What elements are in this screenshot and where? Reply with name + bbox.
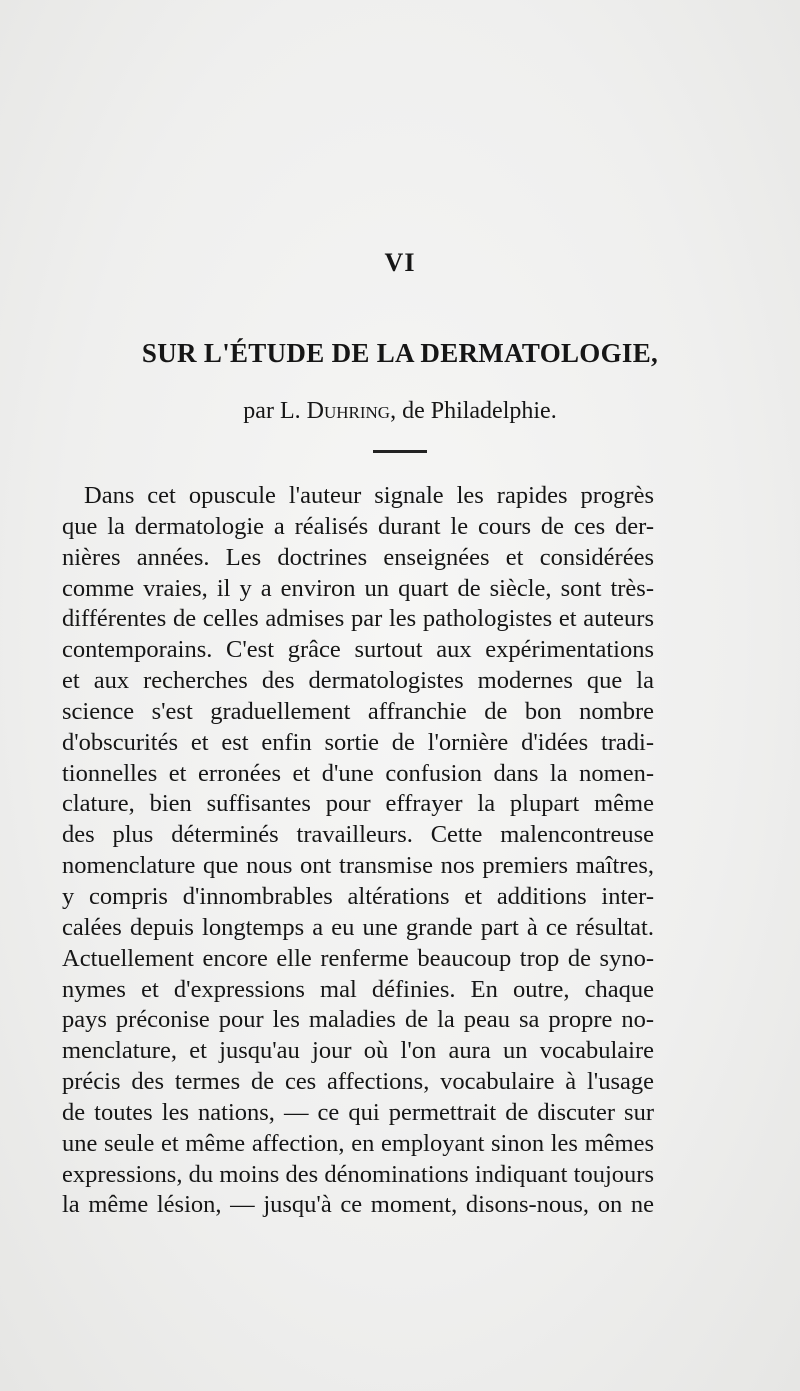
body-line: expressions, du moins des dénominations indiquant toujours (62, 1160, 654, 1188)
body-line: la même lésion, — jusqu'à ce moment, disons-nous, on ne (62, 1191, 654, 1219)
body-line: Actuellement encore elle renferme beaucoup trop de syno- (62, 944, 654, 972)
body-line: Dans cet opuscule l'auteur signale les rapides progrès (84, 482, 654, 509)
body-line: contemporains. C'est grâce surtout aux expérimentations (62, 636, 654, 664)
body-line: différentes de celles admises par les pathologistes et auteurs (62, 605, 654, 633)
body-line: nières années. Les doctrines enseignées et considérées (62, 543, 654, 571)
body-line: science s'est graduellement affranchie de bon nombre (62, 697, 654, 725)
body-paragraph (62, 481, 654, 1221)
body-line: des plus déterminés travailleurs. Cette malencontreuse (62, 821, 654, 849)
body-line: comme vraies, il y a environ un quart de siècle, sont très- (62, 574, 654, 602)
body-line: clature, bien suffisantes pour effrayer la plupart même (62, 790, 654, 818)
byline-prefix: par L. (243, 398, 307, 424)
title-separator-rule (373, 450, 427, 453)
body-line: nomenclature que nous ont transmise nos premiers maîtres, (62, 852, 654, 880)
body-line: nymes et d'expressions mal définies. En outre, chaque (62, 975, 654, 1003)
byline-author: Duhring (306, 398, 391, 424)
body-line: y compris d'innombrables altérations et additions inter- (62, 882, 654, 910)
body-line: une seule et même affection, en employant sinon les mêmes (62, 1129, 654, 1157)
body-line: précis des termes de ces affections, vocabulaire à l'usage (62, 1068, 654, 1096)
body-line: que la dermatologie a réalisés durant le cours de ces der- (62, 512, 654, 540)
body-line: d'obscurités et est enfin sortie de l'ornière d'idées tradi- (62, 728, 654, 756)
body-line: tionnelles et erronées et d'une confusion dans la nomen- (62, 759, 654, 787)
body-line: menclature, et jusqu'au jour où l'on aura un vocabulaire (62, 1037, 654, 1065)
byline-suffix: , de Philadelphie. (390, 398, 557, 424)
body-line: pays préconise pour les maladies de la peau sa propre no- (62, 1006, 654, 1034)
body-line: de toutes les nations, — ce qui permettrait de discuter sur (62, 1098, 654, 1126)
chapter-number: VI (384, 248, 416, 277)
body-line: et aux recherches des dermatologistes modernes que la (62, 667, 654, 695)
byline (0, 398, 800, 425)
show-through-text (70, 180, 75, 205)
article-title: SUR L'ÉTUDE DE LA DERMATOLOGIE, (141, 338, 659, 368)
body-line: calées depuis longtemps a eu une grande part à ce résultat. (62, 913, 654, 941)
